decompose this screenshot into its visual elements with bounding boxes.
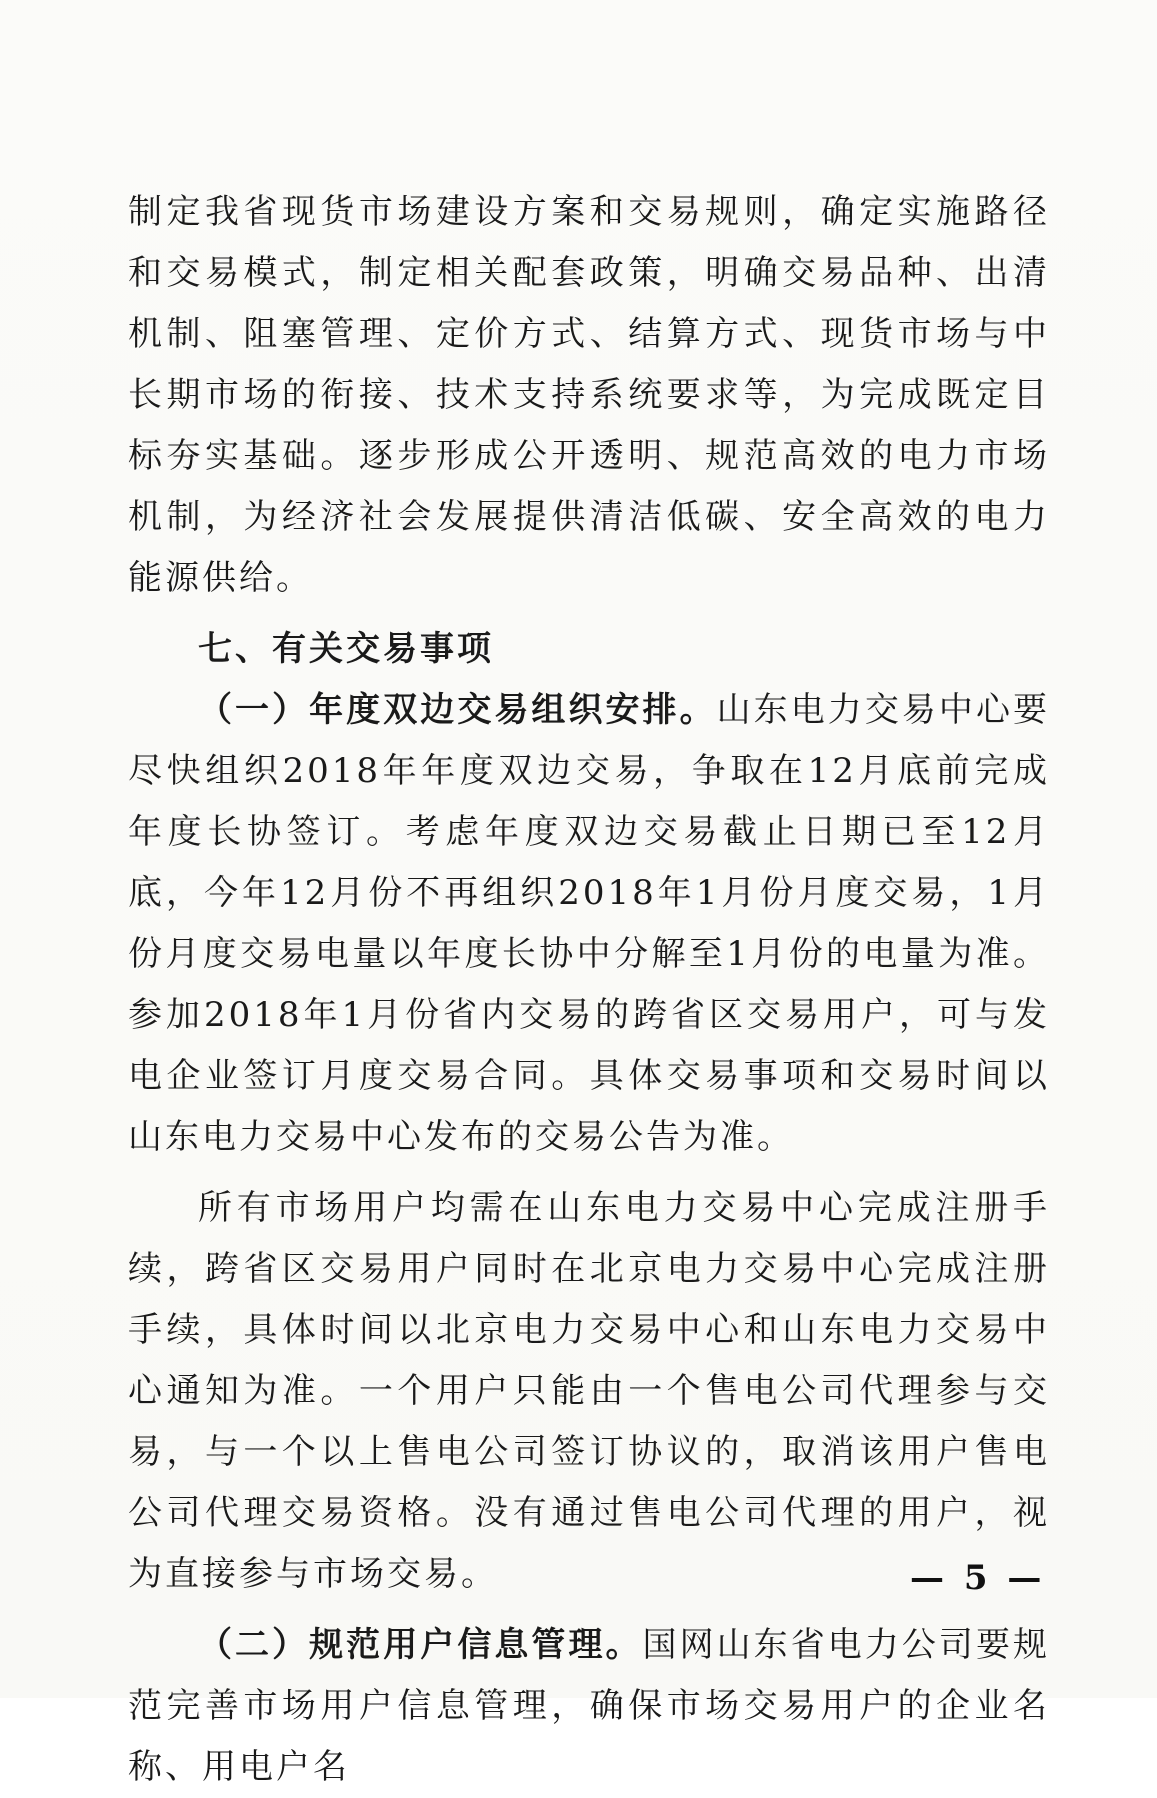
page-number: — 5 — <box>910 1558 1046 1598</box>
paragraph-body-text: 山东电力交易中心要尽快组织2018年年度双边交易，争取在12月底前完成年度长协签订。考虑年度双边交易截止日期已至12月底，今年12月份不再组织2018年1月份月度交易，1月份月度交易电量以年度长协中分解至1月份的电量为准。参加2018年1月份省内交易的跨省区交易用户，可与发电企业签订月度交易合同。具体交易事项和交易时间以山东电力交易中心发布的交易公告为准。 <box>128 690 1051 1157</box>
paragraph-body-text: 国网山东省电力公司要规范完善市场用户信息管理，确保市场交易用户的企业名称、用电户名 <box>128 1625 1051 1787</box>
paragraph-lead-title: （二）规范用户信息管理。 <box>198 1625 643 1665</box>
section-heading: 七、有关交易事项 <box>198 629 494 669</box>
paragraph-continuation: 制定我省现货市场建设方案和交易规则，确定实施路径和交易模式，制定相关配套政策，明确交易品种、出清机制、阻塞管理、定价方式、结算方式、现货市场与中长期市场的衔接、技术支持系统要求等，为完成既定目标夯实基础。逐步形成公开透明、规范高效的电力市场机制，为经济社会发展提供清洁低碳、安全高效的电力能源供给。 <box>128 192 1050 598</box>
paragraph-lead-title: （一）年度双边交易组织安排。 <box>198 690 717 730</box>
paragraph-registration: 所有市场用户均需在山东电力交易中心完成注册手续，跨省区交易用户同时在北京电力交易中心完成注册手续，具体时间以北京电力交易中心和山东电力交易中心通知为准。一个用户只能由一个售电公司代理参与交易，与一个以上售电公司签订协议的，取消该用户售电公司代理交易资格。没有通过售电公司代理的用户，视为直接参与市场交易。 <box>128 1188 1050 1594</box>
paragraph-annual-bilateral-trading <box>128 680 1050 1168</box>
document-body <box>128 182 1050 1798</box>
paragraph-user-info-management <box>128 1615 1050 1798</box>
